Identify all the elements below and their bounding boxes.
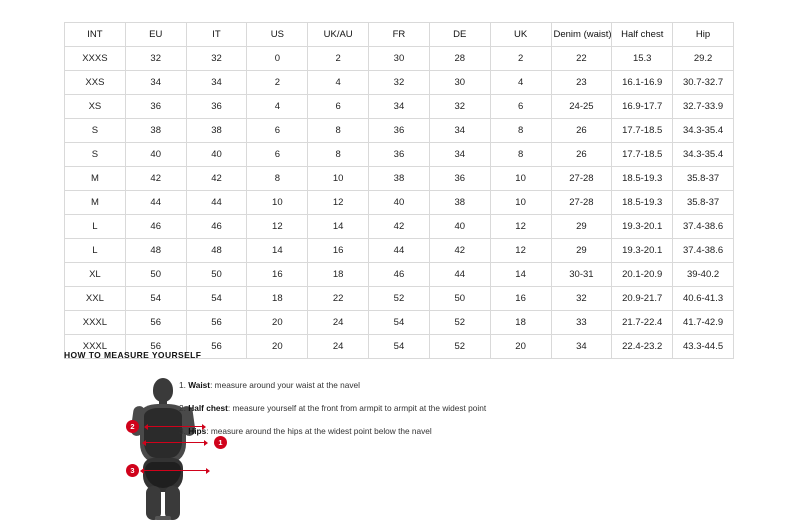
column-header-fr: FR bbox=[369, 23, 430, 47]
table-row bbox=[65, 263, 734, 287]
cell-denim-waist: 27-28 bbox=[551, 191, 612, 215]
cell-it: 36 bbox=[186, 95, 247, 119]
cell-uk: 6 bbox=[490, 95, 551, 119]
table-row bbox=[65, 71, 734, 95]
note-text-half-chest: : measure yourself at the front from armpit to armpit at the widest point bbox=[227, 403, 487, 413]
mannequin-bodysuit bbox=[144, 408, 182, 458]
note-term-waist: Waist bbox=[188, 380, 211, 390]
note-number-1: 1. bbox=[179, 380, 186, 390]
cell-it: 48 bbox=[186, 239, 247, 263]
cell-uk: 14 bbox=[490, 263, 551, 287]
cell-it: 46 bbox=[186, 215, 247, 239]
cell-half-chest: 18.5-19.3 bbox=[612, 191, 673, 215]
cell-eu: 48 bbox=[125, 239, 186, 263]
cell-it: 40 bbox=[186, 143, 247, 167]
cell-it: 54 bbox=[186, 287, 247, 311]
cell-fr: 42 bbox=[369, 215, 430, 239]
cell-int: XL bbox=[65, 263, 126, 287]
cell-eu: 40 bbox=[125, 143, 186, 167]
cell-hip: 41.7-42.9 bbox=[673, 311, 734, 335]
cell-us: 6 bbox=[247, 143, 308, 167]
cell-half-chest: 20.9-21.7 bbox=[612, 287, 673, 311]
cell-us: 10 bbox=[247, 191, 308, 215]
table-row bbox=[65, 239, 734, 263]
table-body bbox=[65, 47, 734, 359]
cell-de: 34 bbox=[429, 119, 490, 143]
cell-uk-au: 2 bbox=[308, 47, 369, 71]
how-to-measure-section bbox=[64, 350, 754, 475]
cell-uk-au: 18 bbox=[308, 263, 369, 287]
cell-hip: 40.6-41.3 bbox=[673, 287, 734, 311]
cell-uk-au: 16 bbox=[308, 239, 369, 263]
note-text-waist: : measure around your waist at the navel bbox=[210, 380, 360, 390]
cell-uk-au: 24 bbox=[308, 335, 369, 359]
cell-denim-waist: 23 bbox=[551, 71, 612, 95]
cell-de: 40 bbox=[429, 215, 490, 239]
column-header-denim-waist: Denim (waist) bbox=[551, 23, 612, 47]
cell-us: 20 bbox=[247, 311, 308, 335]
cell-it: 42 bbox=[186, 167, 247, 191]
cell-de: 28 bbox=[429, 47, 490, 71]
cell-hip: 37.4-38.6 bbox=[673, 215, 734, 239]
cell-eu: 34 bbox=[125, 71, 186, 95]
cell-it: 56 bbox=[186, 311, 247, 335]
cell-de: 30 bbox=[429, 71, 490, 95]
cell-half-chest: 16.9-17.7 bbox=[612, 95, 673, 119]
cell-int: S bbox=[65, 143, 126, 167]
table-row bbox=[65, 167, 734, 191]
cell-uk: 8 bbox=[490, 143, 551, 167]
mannequin-leg-right bbox=[165, 486, 180, 520]
badge-waist: 1 bbox=[214, 436, 227, 449]
cell-eu: 42 bbox=[125, 167, 186, 191]
cell-uk: 20 bbox=[490, 335, 551, 359]
cell-half-chest: 15.3 bbox=[612, 47, 673, 71]
cell-half-chest: 17.7-18.5 bbox=[612, 143, 673, 167]
cell-denim-waist: 29 bbox=[551, 239, 612, 263]
cell-eu: 54 bbox=[125, 287, 186, 311]
cell-us: 14 bbox=[247, 239, 308, 263]
cell-it: 32 bbox=[186, 47, 247, 71]
cell-half-chest: 19.3-20.1 bbox=[612, 215, 673, 239]
cell-uk-au: 6 bbox=[308, 95, 369, 119]
cell-us: 2 bbox=[247, 71, 308, 95]
mannequin-stand bbox=[155, 516, 171, 520]
measure-note-hips bbox=[179, 426, 699, 437]
column-header-int: INT bbox=[65, 23, 126, 47]
cell-denim-waist: 32 bbox=[551, 287, 612, 311]
cell-uk: 12 bbox=[490, 239, 551, 263]
column-header-us: US bbox=[247, 23, 308, 47]
cell-it: 56 bbox=[186, 335, 247, 359]
cell-int: M bbox=[65, 167, 126, 191]
hips-measure-arrow-icon bbox=[144, 470, 206, 471]
cell-fr: 52 bbox=[369, 287, 430, 311]
column-header-uk-au: UK/AU bbox=[308, 23, 369, 47]
cell-eu: 36 bbox=[125, 95, 186, 119]
cell-half-chest: 21.7-22.4 bbox=[612, 311, 673, 335]
note-term-half-chest: Half chest bbox=[188, 403, 228, 413]
cell-hip: 34.3-35.4 bbox=[673, 143, 734, 167]
cell-uk-au: 4 bbox=[308, 71, 369, 95]
cell-int: XXXL bbox=[65, 311, 126, 335]
cell-fr: 38 bbox=[369, 167, 430, 191]
cell-uk: 10 bbox=[490, 167, 551, 191]
cell-uk: 2 bbox=[490, 47, 551, 71]
cell-uk-au: 22 bbox=[308, 287, 369, 311]
cell-hip: 32.7-33.9 bbox=[673, 95, 734, 119]
cell-int: M bbox=[65, 191, 126, 215]
cell-de: 34 bbox=[429, 143, 490, 167]
table-row bbox=[65, 47, 734, 71]
cell-denim-waist: 29 bbox=[551, 215, 612, 239]
how-to-measure-title: HOW TO MEASURE YOURSELF bbox=[64, 350, 202, 360]
cell-eu: 56 bbox=[125, 311, 186, 335]
cell-fr: 32 bbox=[369, 71, 430, 95]
cell-fr: 54 bbox=[369, 335, 430, 359]
cell-int: XXL bbox=[65, 287, 126, 311]
mannequin-leg-left bbox=[146, 486, 161, 520]
cell-uk: 18 bbox=[490, 311, 551, 335]
measure-note-waist bbox=[179, 380, 699, 391]
cell-uk-au: 8 bbox=[308, 143, 369, 167]
cell-it: 50 bbox=[186, 263, 247, 287]
cell-fr: 54 bbox=[369, 311, 430, 335]
cell-de: 36 bbox=[429, 167, 490, 191]
cell-half-chest: 16.1-16.9 bbox=[612, 71, 673, 95]
cell-de: 52 bbox=[429, 335, 490, 359]
note-number-3: 3. bbox=[179, 426, 186, 436]
cell-eu: 38 bbox=[125, 119, 186, 143]
column-header-eu: EU bbox=[125, 23, 186, 47]
cell-us: 6 bbox=[247, 119, 308, 143]
cell-us: 0 bbox=[247, 47, 308, 71]
cell-hip: 39-40.2 bbox=[673, 263, 734, 287]
note-term-hips: Hips bbox=[188, 426, 207, 436]
cell-it: 38 bbox=[186, 119, 247, 143]
cell-de: 50 bbox=[429, 287, 490, 311]
cell-denim-waist: 26 bbox=[551, 119, 612, 143]
column-header-it: IT bbox=[186, 23, 247, 47]
cell-half-chest: 19.3-20.1 bbox=[612, 239, 673, 263]
cell-fr: 46 bbox=[369, 263, 430, 287]
badge-hips: 3 bbox=[126, 464, 139, 477]
cell-eu: 44 bbox=[125, 191, 186, 215]
cell-eu: 46 bbox=[125, 215, 186, 239]
cell-hip: 43.3-44.5 bbox=[673, 335, 734, 359]
cell-us: 18 bbox=[247, 287, 308, 311]
size-conversion-table bbox=[64, 22, 734, 359]
cell-denim-waist: 22 bbox=[551, 47, 612, 71]
cell-int: XXXL bbox=[65, 335, 126, 359]
cell-uk: 16 bbox=[490, 287, 551, 311]
cell-uk-au: 24 bbox=[308, 311, 369, 335]
cell-int: XXS bbox=[65, 71, 126, 95]
cell-half-chest: 17.7-18.5 bbox=[612, 119, 673, 143]
cell-uk: 12 bbox=[490, 215, 551, 239]
measure-note-half-chest bbox=[179, 403, 699, 414]
cell-uk-au: 10 bbox=[308, 167, 369, 191]
cell-half-chest: 18.5-19.3 bbox=[612, 167, 673, 191]
cell-uk: 8 bbox=[490, 119, 551, 143]
cell-hip: 30.7-32.7 bbox=[673, 71, 734, 95]
cell-uk: 10 bbox=[490, 191, 551, 215]
cell-de: 44 bbox=[429, 263, 490, 287]
column-header-de: DE bbox=[429, 23, 490, 47]
cell-hip: 34.3-35.4 bbox=[673, 119, 734, 143]
table-row bbox=[65, 119, 734, 143]
cell-us: 20 bbox=[247, 335, 308, 359]
cell-hip: 35.8-37 bbox=[673, 167, 734, 191]
cell-fr: 34 bbox=[369, 95, 430, 119]
cell-int: XS bbox=[65, 95, 126, 119]
table-row bbox=[65, 191, 734, 215]
size-table-container bbox=[64, 22, 734, 359]
column-header-hip: Hip bbox=[673, 23, 734, 47]
cell-denim-waist: 30-31 bbox=[551, 263, 612, 287]
table-row bbox=[65, 287, 734, 311]
cell-fr: 44 bbox=[369, 239, 430, 263]
cell-int: L bbox=[65, 215, 126, 239]
cell-fr: 30 bbox=[369, 47, 430, 71]
cell-us: 4 bbox=[247, 95, 308, 119]
cell-eu: 50 bbox=[125, 263, 186, 287]
cell-it: 34 bbox=[186, 71, 247, 95]
note-text-hips: : measure around the hips at the widest point below the navel bbox=[206, 426, 432, 436]
table-row bbox=[65, 215, 734, 239]
column-header-uk: UK bbox=[490, 23, 551, 47]
cell-int: XXXS bbox=[65, 47, 126, 71]
cell-hip: 35.8-37 bbox=[673, 191, 734, 215]
table-row bbox=[65, 143, 734, 167]
cell-de: 32 bbox=[429, 95, 490, 119]
cell-denim-waist: 27-28 bbox=[551, 167, 612, 191]
cell-us: 16 bbox=[247, 263, 308, 287]
cell-denim-waist: 34 bbox=[551, 335, 612, 359]
cell-hip: 29.2 bbox=[673, 47, 734, 71]
cell-de: 52 bbox=[429, 311, 490, 335]
cell-half-chest: 20.1-20.9 bbox=[612, 263, 673, 287]
cell-hip: 37.4-38.6 bbox=[673, 239, 734, 263]
column-header-half-chest: Half chest bbox=[612, 23, 673, 47]
cell-uk: 4 bbox=[490, 71, 551, 95]
cell-denim-waist: 24-25 bbox=[551, 95, 612, 119]
cell-uk-au: 8 bbox=[308, 119, 369, 143]
cell-int: S bbox=[65, 119, 126, 143]
table-row bbox=[65, 311, 734, 335]
cell-fr: 36 bbox=[369, 143, 430, 167]
cell-us: 8 bbox=[247, 167, 308, 191]
cell-eu: 56 bbox=[125, 335, 186, 359]
cell-eu: 32 bbox=[125, 47, 186, 71]
table-header-row bbox=[65, 23, 734, 47]
cell-us: 12 bbox=[247, 215, 308, 239]
cell-denim-waist: 33 bbox=[551, 311, 612, 335]
note-number-2: 2. bbox=[179, 403, 186, 413]
cell-uk-au: 12 bbox=[308, 191, 369, 215]
cell-int: L bbox=[65, 239, 126, 263]
cell-half-chest: 22.4-23.2 bbox=[612, 335, 673, 359]
cell-de: 42 bbox=[429, 239, 490, 263]
cell-fr: 40 bbox=[369, 191, 430, 215]
cell-de: 38 bbox=[429, 191, 490, 215]
cell-fr: 36 bbox=[369, 119, 430, 143]
table-row bbox=[65, 95, 734, 119]
badge-half-chest: 2 bbox=[126, 420, 139, 433]
cell-uk-au: 14 bbox=[308, 215, 369, 239]
measure-notes-list bbox=[179, 380, 699, 449]
cell-denim-waist: 26 bbox=[551, 143, 612, 167]
cell-it: 44 bbox=[186, 191, 247, 215]
